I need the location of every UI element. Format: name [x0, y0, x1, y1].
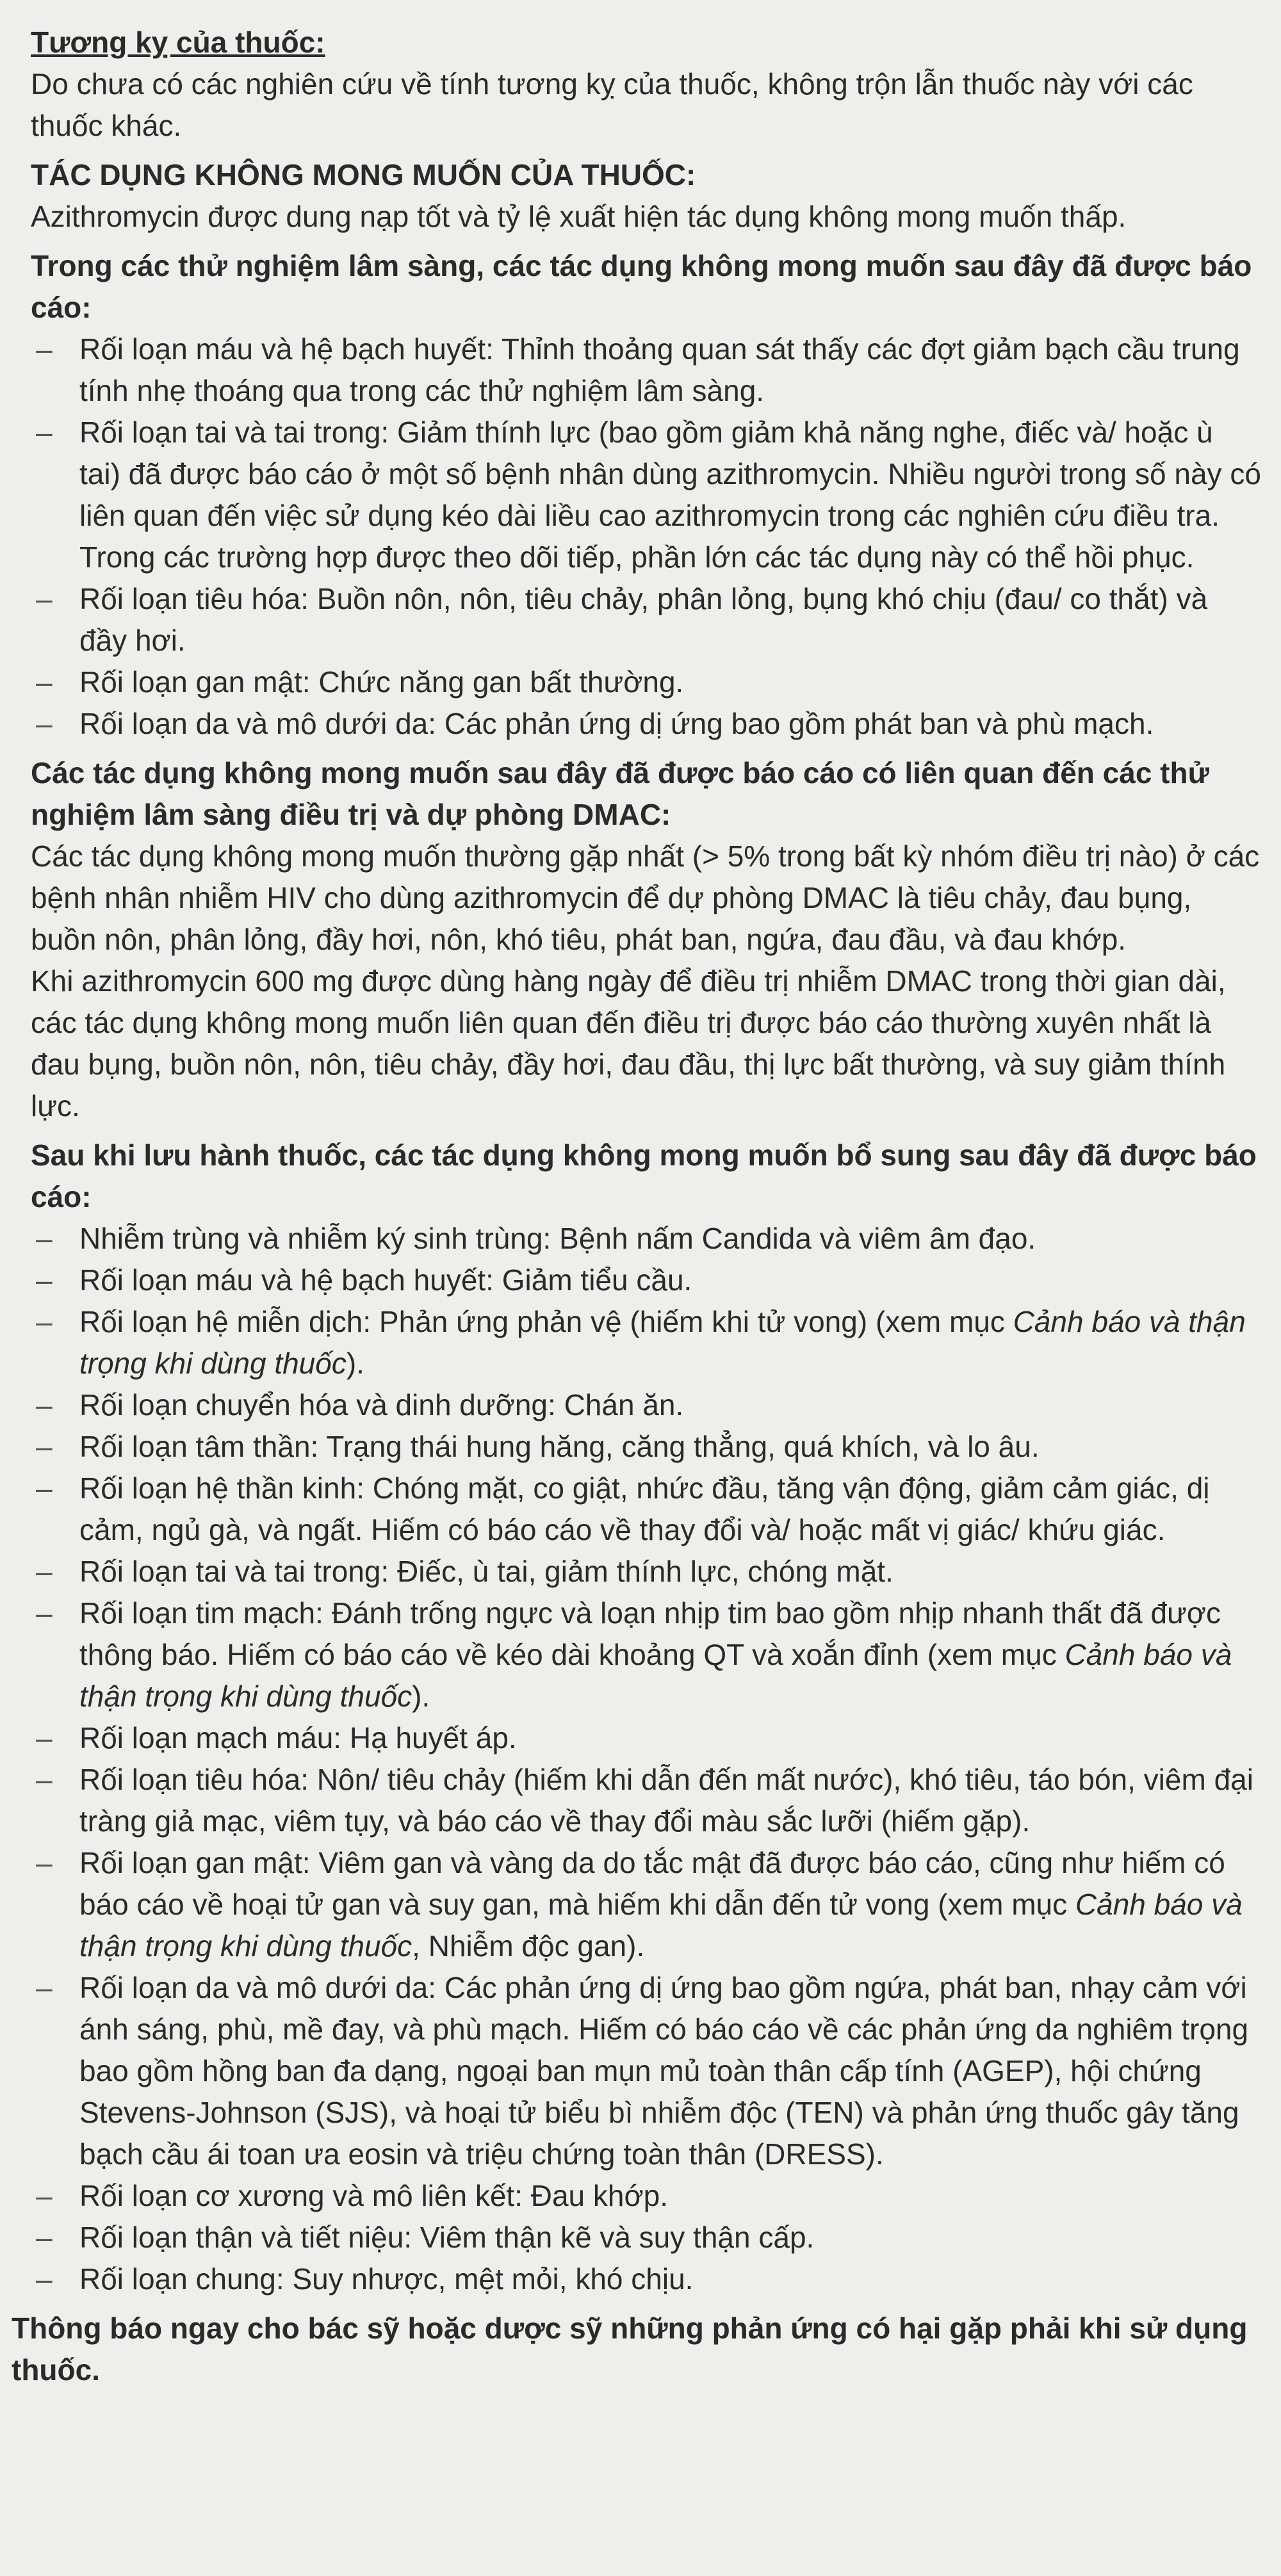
- list-item: – Rối loạn thận và tiết niệu: Viêm thận kẽ và suy thận cấp.: [31, 2217, 1262, 2258]
- item-reference: Cảnh báo và thận trọng khi dùng thuốc: [79, 1888, 1243, 1963]
- dmac-paragraph-2: Khi azithromycin 600 mg được dùng hàng ngày để điều trị nhiễm DMAC trong thời gian dài, các tác dụng không mong muốn liên quan đến điều trị được báo cáo thường xuyên nhất là đau bụng, buồn nôn, nôn, tiêu chảy, đầy hơi, đau đầu, thị lực bất thường, và suy giảm thính lực.: [31, 964, 1226, 1122]
- dmac-heading: Các tác dụng không mong muốn sau đây đã được báo cáo có liên quan đến các thử nghiệm lâm sàng điều trị và dự phòng DMAC:: [31, 756, 1209, 831]
- list-item: – Rối loạn da và mô dưới da: Các phản ứng dị ứng bao gồm phát ban và phù mạch.: [31, 703, 1262, 745]
- list-item: – Rối loạn chung: Suy nhược, mệt mỏi, khó chịu.: [31, 2258, 1262, 2300]
- incompatibility-title: Tương kỵ của thuốc:: [31, 26, 325, 59]
- item-text: Rối loạn gan mật: Viêm gan và vàng da do tắc mật đã được báo cáo, cũng như hiếm có báo cáo về hoại tử gan và suy gan, mà hiếm khi dẫn đến tử vong (xem mục: [79, 1846, 1225, 1921]
- incompatibility-text: Do chưa có các nghiên cứu về tính tương kỵ của thuốc, không trộn lẫn thuốc này với các thuốc khác.: [31, 67, 1193, 142]
- list-item: – Rối loạn hệ thần kinh: Chóng mặt, co giật, nhức đầu, tăng vận động, giảm cảm giác, dị cảm, ngủ gà, và ngất. Hiếm có báo cáo về thay đổi và/ hoặc mất vị giác/ khứu giác.: [31, 1468, 1262, 1551]
- list-item: – Rối loạn mạch máu: Hạ huyết áp.: [31, 1717, 1262, 1759]
- list-item: [31, 1592, 1262, 1717]
- side-effects-title: TÁC DỤNG KHÔNG MONG MUỐN CỦA THUỐC:: [31, 158, 696, 191]
- post-marketing-section: [31, 1135, 1262, 2300]
- list-item: – Rối loạn máu và hệ bạch huyết: Thỉnh thoảng quan sát thấy các đợt giảm bạch cầu trung tính nhẹ thoáng qua trong các thử nghiệm lâm sàng.: [31, 328, 1262, 412]
- clinical-trials-list: [31, 328, 1262, 745]
- item-reference: Cảnh báo và thận trọng khi dùng thuốc: [79, 1638, 1232, 1713]
- list-item: – Rối loạn da và mô dưới da: Các phản ứng dị ứng bao gồm ngứa, phát ban, nhạy cảm với ánh sáng, phù, mề đay, và phù mạch. Hiếm có báo cáo về các phản ứng da nghiêm trọng bao gồm hồng ban đa dạng, ngoại ban mụn mủ toàn thân cấp tính (AGEP), hội chứng Stevens-Johnson (SJS), và hoại tử biểu bì nhiễm độc (TEN) và phản ứng thuốc gây tăng bạch cầu ái toan ưa eosin và triệu chứng toàn thân (DRESS).: [31, 1967, 1262, 2175]
- list-item: – Rối loạn tai và tai trong: Điếc, ù tai, giảm thính lực, chóng mặt.: [31, 1551, 1262, 1592]
- clinical-trials-heading: Trong các thử nghiệm lâm sàng, các tác dụng không mong muốn sau đây đã được báo cáo:: [31, 249, 1252, 324]
- list-item: – Rối loạn tiêu hóa: Nôn/ tiêu chảy (hiếm khi dẫn đến mất nước), khó tiêu, táo bón, viêm đại tràng giả mạc, viêm tụy, và báo cáo về thay đổi màu sắc lưỡi (hiếm gặp).: [31, 1759, 1262, 1842]
- item-text: , Nhiễm độc gan).: [412, 1929, 645, 1963]
- list-item: – Nhiễm trùng và nhiễm ký sinh trùng: Bệnh nấm Candida và viêm âm đạo.: [31, 1218, 1262, 1260]
- item-text: ).: [412, 1680, 430, 1713]
- item-reference: Cảnh báo và thận trọng khi dùng thuốc: [79, 1305, 1246, 1380]
- clinical-trials-section: [31, 245, 1262, 745]
- side-effects-section: [31, 154, 1262, 238]
- list-item: – Rối loạn gan mật: Chức năng gan bất thường.: [31, 661, 1262, 703]
- list-item: – Rối loạn tai và tai trong: Giảm thính lực (bao gồm giảm khả năng nghe, điếc và/ hoặc ù tai) đã được báo cáo ở một số bệnh nhân dùng azithromycin. Nhiều người trong số này có liên quan đến việc sử dụng kéo dài liều cao azithromycin trong các nghiên cứu điều tra. Trong các trường hợp được theo dõi tiếp, phần lớn các tác dụng này có thể hồi phục.: [31, 412, 1262, 578]
- list-item: – Rối loạn cơ xương và mô liên kết: Đau khớp.: [31, 2175, 1262, 2217]
- final-notice: Thông báo ngay cho bác sỹ hoặc dược sỹ những phản ứng có hại gặp phải khi sử dụng thuốc.: [12, 2312, 1248, 2386]
- list-item: – Rối loạn máu và hệ bạch huyết: Giảm tiểu cầu.: [31, 1260, 1262, 1301]
- item-text: Rối loạn tim mạch: Đánh trống ngực và loạn nhịp tim bao gồm nhịp nhanh thất đã được thông báo. Hiếm có báo cáo về kéo dài khoảng QT và xoắn đỉnh (xem mục: [79, 1596, 1221, 1671]
- dmac-section: [31, 752, 1262, 1127]
- side-effects-intro: Azithromycin được dung nạp tốt và tỷ lệ xuất hiện tác dụng không mong muốn thấp.: [31, 200, 1127, 233]
- list-item: – Rối loạn tâm thần: Trạng thái hung hăng, căng thẳng, quá khích, và lo âu.: [31, 1426, 1262, 1468]
- item-text: ).: [346, 1347, 364, 1380]
- incompatibility-section: [31, 22, 1262, 147]
- list-item: [31, 1842, 1262, 1967]
- item-text: Rối loạn hệ miễn dịch: Phản ứng phản vệ (hiếm khi tử vong) (xem mục: [79, 1305, 1013, 1338]
- list-item: [31, 1301, 1262, 1384]
- list-item: – Rối loạn chuyển hóa và dinh dưỡng: Chán ăn.: [31, 1384, 1262, 1426]
- dmac-paragraph-1: Các tác dụng không mong muốn thường gặp nhất (> 5% trong bất kỳ nhóm điều trị nào) ở các bệnh nhân nhiễm HIV cho dùng azithromycin để dự phòng DMAC là tiêu chảy, đau bụng, buồn nôn, phân lỏng, đầy hơi, nôn, khó tiêu, phát ban, ngứa, đau đầu, và đau khớp.: [31, 839, 1260, 956]
- post-marketing-list: [31, 1218, 1262, 2300]
- post-marketing-heading: Sau khi lưu hành thuốc, các tác dụng không mong muốn bổ sung sau đây đã được báo cáo:: [31, 1138, 1257, 1213]
- list-item: – Rối loạn tiêu hóa: Buồn nôn, nôn, tiêu chảy, phân lỏng, bụng khó chịu (đau/ co thắt) và đầy hơi.: [31, 578, 1262, 661]
